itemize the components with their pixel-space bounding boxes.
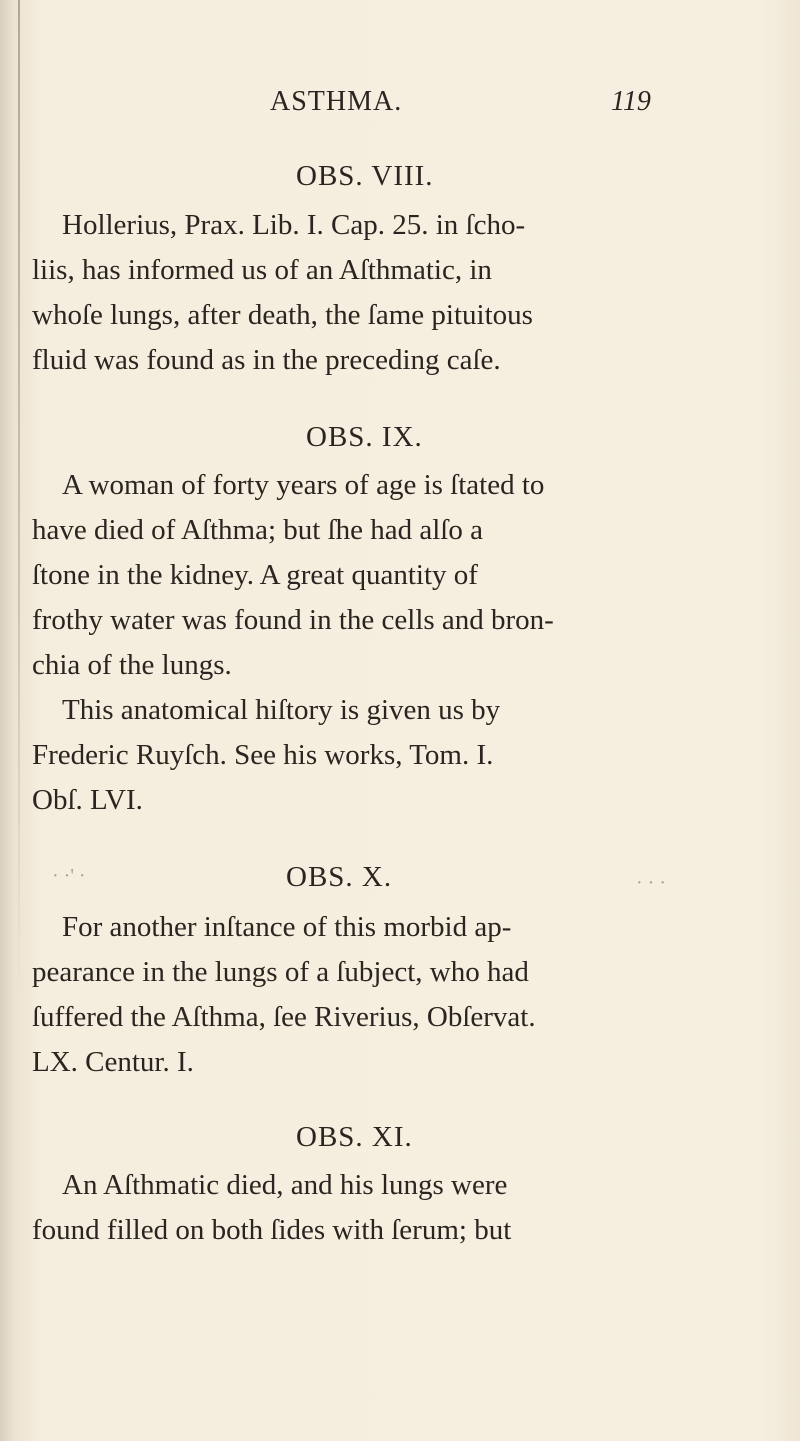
obs-10-line-2: pearance in the lungs of a ſubject, who had <box>32 956 529 988</box>
ink-smudge: · · · <box>636 872 666 894</box>
obs-9-line-7: Frederic Ruyſch. See his works, Tom. I. <box>32 739 494 771</box>
obs-8-heading: OBS. VIII. <box>296 160 434 192</box>
obs-11-heading: OBS. XI. <box>296 1121 413 1153</box>
obs-9-line-6: This anatomical hiſtory is given us by <box>62 694 501 726</box>
obs-9-heading: OBS. IX. <box>306 421 423 453</box>
obs-9-line-4: frothy water was found in the cells and bron- <box>32 604 554 636</box>
obs-10-line-4: LX. Centur. I. <box>32 1046 194 1078</box>
obs-8-line-3: whoſe lungs, after death, the ſame pituitous <box>32 299 533 331</box>
obs-10-line-3: ſuffered the Aſthma, ſee Riverius, Obſervat. <box>32 1001 536 1033</box>
ink-smudge: · ·' · <box>52 865 86 887</box>
obs-11-line-2: found filled on both ſides with ſerum; but <box>32 1214 512 1246</box>
obs-10-heading: OBS. X. <box>286 861 393 893</box>
obs-9-line-1: A woman of forty years of age is ſtated to <box>62 469 545 501</box>
running-head: ASTHMA. <box>270 86 403 117</box>
obs-9-line-5: chia of the lungs. <box>32 649 232 681</box>
obs-8-line-2: liis, has informed us of an Aſthmatic, in <box>32 254 492 286</box>
obs-9-line-8: Obſ. LVI. <box>32 784 143 816</box>
obs-8-line-4: fluid was found as in the preceding caſe. <box>32 344 501 376</box>
page-number: 119 <box>611 86 651 117</box>
obs-9-line-3: ſtone in the kidney. A great quantity of <box>32 559 478 591</box>
binding-gutter <box>18 0 20 1000</box>
obs-8-line-1: Hollerius, Prax. Lib. I. Cap. 25. in ſcho- <box>62 209 526 241</box>
obs-11-line-1: An Aſthmatic died, and his lungs were <box>62 1169 508 1201</box>
obs-10-line-1: For another inſtance of this morbid ap- <box>62 911 512 943</box>
obs-9-line-2: have died of Aſthma; but ſhe had alſo a <box>32 514 483 546</box>
page-header <box>0 80 800 120</box>
